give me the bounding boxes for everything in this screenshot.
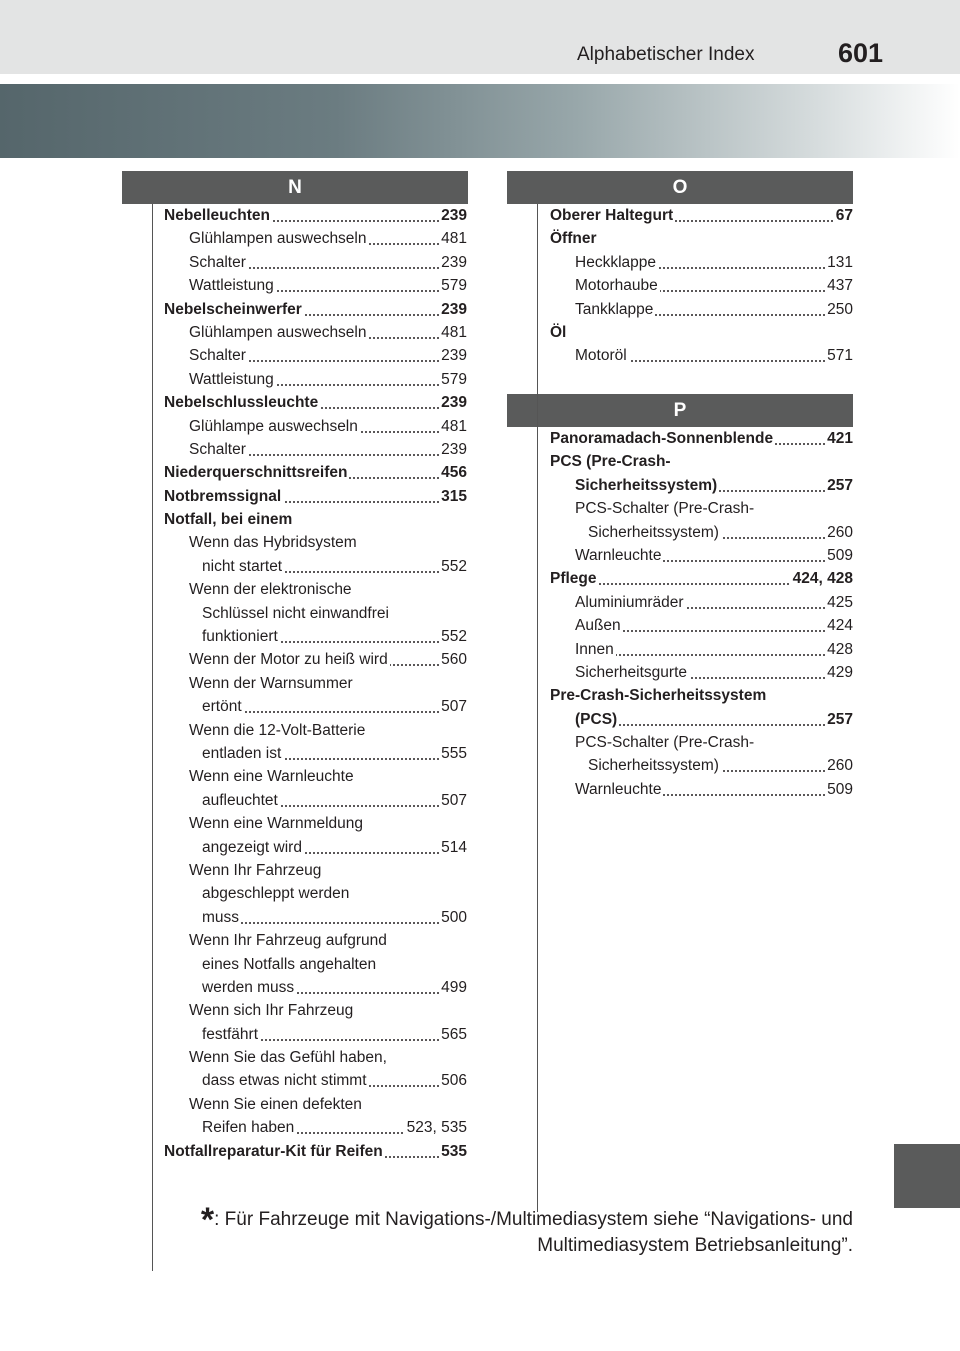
index-entry [550,754,853,777]
entry-page: 514 [439,836,467,859]
index-entry [550,544,853,567]
leader-mask [550,344,575,367]
entry-page: 250 [825,298,853,321]
entry-page: 523, 535 [405,1116,467,1139]
index-entry [164,836,467,859]
entry-page: 500 [439,906,467,929]
index-entry [550,638,853,661]
entry-term: Wenn eine Warnmeldung [189,815,364,833]
index-entry [164,1046,467,1069]
leader-mask [164,344,189,367]
index-entry [550,427,853,450]
index-entry [164,976,467,999]
index-column-n [164,204,467,1163]
index-entry [164,953,467,976]
entry-term: Reifen haben [202,1116,296,1139]
entry-term: festfährt [202,1023,260,1046]
entry-term: PCS-Schalter (Pre-Crash- [575,734,755,752]
leader-mask [164,742,202,765]
leader-mask [550,521,588,544]
leader-mask [164,555,202,578]
entry-term: dass etwas nicht stimmt [202,1069,369,1092]
entry-page: 552 [439,625,467,648]
leader-mask [164,695,202,718]
index-entry [550,708,853,731]
index-entry [550,778,853,801]
entry-term: Motorhaube [575,274,660,297]
footnote-line-2: Multimediasystem Betriebsanleitung”. [537,1235,853,1256]
index-entry [550,474,853,497]
index-entry [164,578,467,601]
index-entry [164,368,467,391]
footnote-line-1: : Für Fahrzeuge mit Navigations-/Multimediasystem siehe “Navigations- und [214,1209,853,1230]
index-entry [550,321,853,344]
index-entry [550,731,853,754]
leader-mask [164,321,189,344]
entry-term: Nebelschlussleuchte [164,391,320,414]
entry-page: 239 [439,344,467,367]
entry-term: Öl [550,323,567,341]
entry-page: 428 [825,638,853,661]
entry-term: Wenn der elektronische [189,581,352,599]
column-divider-left [152,204,153,1271]
entry-term: Notfall, bei einem [164,511,293,529]
index-entry [164,415,467,438]
entry-term: Wenn sich Ihr Fahrzeug [189,1002,354,1020]
index-entry [164,742,467,765]
leader-mask [164,906,202,929]
index-entry [550,204,853,227]
entry-page: 239 [439,298,467,321]
index-entry [550,614,853,637]
index-entry [164,555,467,578]
index-entry [164,391,467,414]
entry-term: Schalter [189,438,248,461]
entry-term: Glühlampe auswechseln [189,415,360,438]
entry-page: 131 [825,251,853,274]
leader-mask [550,614,575,637]
leader-mask [550,274,575,297]
section-header-n: N [122,171,468,204]
index-entry [164,298,467,321]
entry-term: angezeigt wird [202,836,304,859]
index-entry [164,461,467,484]
index-entry [550,521,853,544]
index-entry [164,625,467,648]
entry-term: Wenn Sie einen defekten [189,1095,362,1113]
leader-mask [164,836,202,859]
leader-mask [550,591,575,614]
leader-mask [550,251,575,274]
entry-term: Aluminiumräder [575,591,686,614]
entry-page: 239 [439,391,467,414]
leader-mask [164,227,189,250]
entry-page: 257 [825,474,853,497]
entry-page: 560 [439,648,467,671]
leader-mask [164,274,189,297]
leader-mask [164,415,189,438]
decorative-band [0,84,960,158]
index-entry [550,684,853,707]
entry-term: Wenn eine Warnleuchte [189,768,354,786]
entry-term: Nebelleuchten [164,204,272,227]
index-entry [164,204,467,227]
entry-page: 239 [439,204,467,227]
leader-mask [164,1116,202,1139]
index-entry [164,602,467,625]
index-entry [550,298,853,321]
entry-page: 507 [439,695,467,718]
index-entry [164,882,467,905]
index-entry [164,274,467,297]
entry-page: 67 [834,204,853,227]
entry-term: Wenn die 12-Volt-Batterie [189,721,366,739]
index-column-p [550,427,853,801]
entry-term: Öffner [550,230,597,248]
entry-page: 424 [825,614,853,637]
entry-page: 425 [825,591,853,614]
index-entry [164,1023,467,1046]
entry-term: Wattleistung [189,274,276,297]
entry-term: Sicherheitssystem) [575,474,719,497]
index-entry [164,508,467,531]
index-entry [164,438,467,461]
entry-page: 565 [439,1023,467,1046]
entry-term: Sicherheitsgurte [575,661,689,684]
leader-mask [164,251,189,274]
leader-mask [550,638,575,661]
leader-mask [164,1023,202,1046]
leader-mask [550,708,575,731]
entry-term: eines Notfalls angehalten [202,955,377,973]
index-entry [164,251,467,274]
leader-mask [164,625,202,648]
entry-term: Motoröl [575,344,629,367]
leader-mask [550,661,575,684]
index-entry [164,1093,467,1116]
entry-term: werden muss [202,976,296,999]
index-entry [164,812,467,835]
index-entry [164,531,467,554]
index-entry [164,999,467,1022]
entry-term: Oberer Haltegurt [550,204,675,227]
entry-term: Wenn Sie das Gefühl haben, [189,1049,387,1067]
entry-term: Wattleistung [189,368,276,391]
index-entry [550,661,853,684]
entry-page: 239 [439,438,467,461]
footnote-star: * [200,1201,215,1239]
index-entry [550,567,853,590]
entry-page: 579 [439,274,467,297]
entry-page: 429 [825,661,853,684]
entry-term: Nebelscheinwerfer [164,298,304,321]
entry-page: 571 [825,344,853,367]
entry-term: Glühlampen auswechseln [189,321,369,344]
entry-term: Pre-Crash-Sicherheitssystem [550,687,767,705]
leader-mask [164,976,202,999]
entry-page: 260 [825,521,853,544]
entry-term: (PCS) [575,708,619,731]
index-entry [164,906,467,929]
index-entry [550,497,853,520]
entry-term: Wenn das Hybridsystem [189,534,357,552]
entry-term: Sicherheitssystem) [588,754,721,777]
entry-term: Warnleuchte [575,544,663,567]
entry-term: ertönt [202,695,244,718]
entry-term: abgeschleppt werden [202,885,350,903]
entry-page: 507 [439,789,467,812]
index-entry [164,929,467,952]
page-number: 601 [838,38,884,68]
entry-page: 421 [825,427,853,450]
entry-page: 481 [439,415,467,438]
entry-term: aufleuchtet [202,789,280,812]
entry-page: 424, 428 [791,567,853,590]
entry-term: Panoramadach-Sonnenblende [550,427,775,450]
entry-page: 499 [439,976,467,999]
entry-page: 509 [825,544,853,567]
leader-mask [164,789,202,812]
entry-term: Sicherheitssystem) [588,521,721,544]
index-entry [550,227,853,250]
entry-page: 456 [439,461,467,484]
entry-page: 239 [439,251,467,274]
index-entry [164,859,467,882]
entry-page: 506 [439,1069,467,1092]
section-header-p: P [507,394,853,427]
leader-mask [550,474,575,497]
index-column-o [550,204,853,368]
entry-term: Glühlampen auswechseln [189,227,369,250]
index-entry [164,765,467,788]
entry-term: nicht startet [202,555,284,578]
entry-page: 555 [439,742,467,765]
entry-page: 552 [439,555,467,578]
index-entry [164,485,467,508]
entry-term: Wenn Ihr Fahrzeug aufgrund [189,932,387,950]
index-entry [164,344,467,367]
leader-mask [550,298,575,321]
entry-term: entladen ist [202,742,283,765]
index-entry [164,1116,467,1139]
index-entry [164,648,467,671]
index-entry [164,227,467,250]
entry-term: funktioniert [202,625,280,648]
footnote [200,1201,853,1258]
page-title: Alphabetischer Index [577,44,755,65]
entry-term: Heckklappe [575,251,658,274]
index-entry [550,591,853,614]
leader-mask [164,368,189,391]
entry-page: 481 [439,227,467,250]
entry-term: Innen [575,638,616,661]
index-entry [164,672,467,695]
entry-page: 579 [439,368,467,391]
entry-term: muss [202,906,241,929]
index-entry [550,344,853,367]
index-entry [164,719,467,742]
entry-term: Notfallreparatur-Kit für Reifen [164,1140,385,1163]
entry-term: Tankklappe [575,298,655,321]
entry-term: Warnleuchte [575,778,663,801]
header-bar [0,0,960,74]
entry-term: Schalter [189,251,248,274]
entry-page: 315 [439,485,467,508]
index-entry [164,321,467,344]
index-entry [550,251,853,274]
index-entry [550,274,853,297]
section-header-o: O [507,171,853,204]
leader-mask [550,778,575,801]
entry-term: Außen [575,614,623,637]
index-entry [164,1069,467,1092]
entry-term: Notbremssignal [164,485,283,508]
entry-page: 509 [825,778,853,801]
entry-page: 260 [825,754,853,777]
leader-mask [550,544,575,567]
entry-page: 257 [825,708,853,731]
thumb-index-tab [894,1144,960,1208]
entry-term: Wenn Ihr Fahrzeug [189,861,322,879]
entry-term: PCS (Pre-Crash- [550,453,671,471]
entry-term: Pflege [550,567,599,590]
leader-mask [550,754,588,777]
index-entry [164,1140,467,1163]
index-entry [550,450,853,473]
column-divider-right [537,204,538,1212]
entry-term: Wenn der Motor zu heiß wird [189,648,390,671]
leader-mask [164,438,189,461]
entry-term: Wenn der Warnsummer [189,674,353,692]
entry-page: 437 [825,274,853,297]
entry-term: Niederquerschnittsreifen [164,461,349,484]
index-entry [164,789,467,812]
entry-term: PCS-Schalter (Pre-Crash- [575,500,755,518]
index-entry [164,695,467,718]
entry-term: Schlüssel nicht einwandfrei [202,604,389,622]
leader-mask [164,1069,202,1092]
entry-page: 535 [439,1140,467,1163]
leader-mask [164,648,189,671]
entry-term: Schalter [189,344,248,367]
entry-page: 481 [439,321,467,344]
